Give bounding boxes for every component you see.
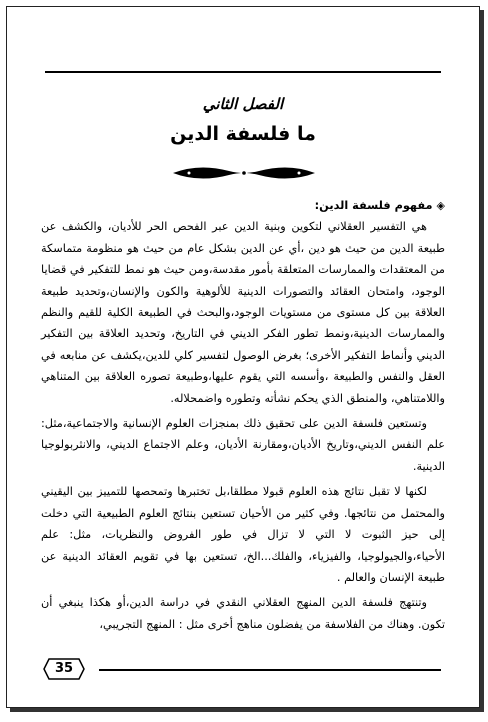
bottom-rule (99, 669, 441, 671)
paragraph: وتنتهج فلسفة الدين المنهج العقلاني النقدي في دراسة الدين،أو هكذا ينبغي أن تكون. وهناك من الفلاسفة من يفضلون مناهج أخرى مثل : المنهج التجريبي، (41, 596, 445, 631)
page-number-box (43, 658, 85, 680)
chapter-label: الفصل الثاني (202, 95, 284, 113)
paragraph: لكنها لا تقبل نتائج هذه العلوم قبولا مطلقا،بل تختبرها وتمحصها للتمييز بين اليقيني والمحتمل من نتائجها. وفي كثير من الأحيان تستعين بنتائج العلوم الطبيعية التي دخلت إلى حيز الثبوت لا التي لا تزال في طور الفروض والنظريات، مثل: علم الأحياء،والجيولوجيا، والفيزياء، والفلك...الخ، تستعين بها في تقويم العقائد الدينية عن طبيعة الإنسان والعالم . (41, 485, 445, 584)
section-heading (41, 195, 445, 216)
body-text (41, 195, 445, 635)
ornament-divider-icon (169, 159, 319, 187)
chapter-title: ما فلسفة الدين (170, 123, 316, 145)
section-heading-text: مفهوم فلسفة الدين: (314, 199, 433, 212)
book-page (6, 6, 480, 708)
page-number: 35 (54, 661, 74, 676)
diamond-bullet-icon: ◈ (436, 199, 445, 212)
paragraph: هي التفسير العقلاني لتكوين وبنية الدين عبر الفحص الحر للأديان، والكشف عن طبيعة الدين من حيث هو دين ،أي عن الدين بشكل عام من حيث هو منظومة متماسكة من المعتقدات والممارسات المتعلقة بأمور مقدسة،ومن حيث هو نمط للتفكير في قضايا الوجود، وامتحان العقائد والتصورات الدينية للألوهية والكون والإنسان،وتحديد طبيعة العلاقة بين كل مستوى من مستويات الوجود،والبحث في الطبيعة الكلية للقيم والنظم والممارسات الدينية،ونمط تطور الفكر الديني في التاريخ، وتحديد العلاقة بين التفكير الديني وأنماط التفكير الأخرى؛ بغرض الوصول لتفسير كلي للدين،يكشف عن منابعه في العقل والنفس والطبيعة ،وأسسه التي يقوم عليها،وطبيعة تصوره العلاقة بين المتناهي واللامتناهي، والمنطق الذي يحكم نشأته وتطوره واضمحلاله. (41, 220, 445, 405)
top-rule (45, 71, 441, 73)
paragraph: وتستعين فلسفة الدين على تحقيق ذلك بمنجزات العلوم الإنسانية والاجتماعية،مثل: علم النفس الديني،وتاريخ الأديان،ومقارنة الأديان، وعلم الاجتماع الديني، والانثربولوجيا الدينية. (41, 417, 445, 473)
